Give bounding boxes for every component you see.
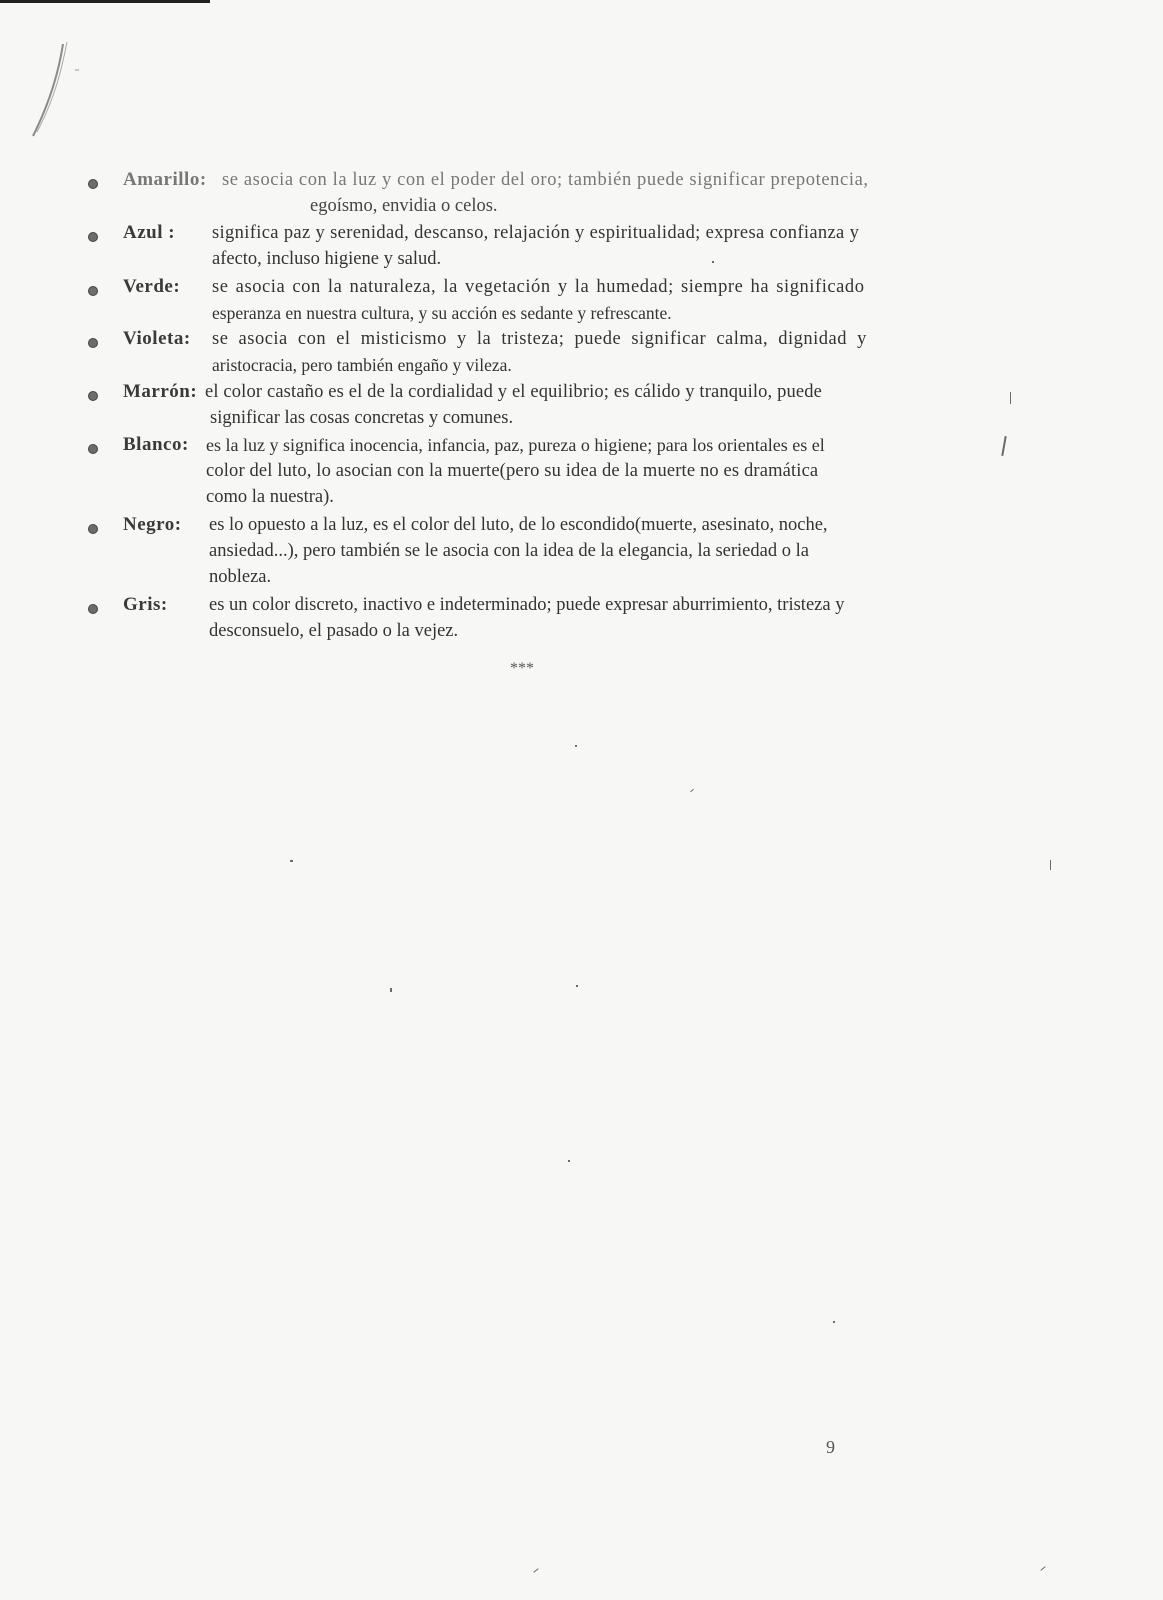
scan-speck xyxy=(390,988,392,992)
list-item xyxy=(88,165,998,220)
term-label: Negro: xyxy=(123,514,182,535)
list-item xyxy=(88,220,998,274)
scan-speck xyxy=(1040,1566,1045,1571)
list-item xyxy=(88,379,998,432)
bullet-icon xyxy=(88,604,98,614)
scan-speck xyxy=(568,1160,570,1162)
definition: el color castaño es el de la cordialidad y el equilibrio; es cálido y tranquilo, puede significar las cosas concretas y comunes. xyxy=(205,382,823,428)
bullet-icon xyxy=(88,444,98,454)
list-item xyxy=(88,326,998,379)
term-label: Marrón: xyxy=(123,381,198,402)
pencil-tick xyxy=(1001,436,1006,456)
term-label: Amarillo: xyxy=(123,169,207,190)
scan-speck xyxy=(575,745,577,747)
bullet-icon xyxy=(88,338,98,348)
bullet-icon xyxy=(88,524,98,534)
scan-speck xyxy=(1050,860,1051,870)
scan-speck xyxy=(290,860,293,862)
list-item xyxy=(88,512,998,592)
scan-speck xyxy=(690,789,694,792)
bullet-icon xyxy=(88,286,98,296)
scan-speck xyxy=(712,261,714,263)
definition: es lo opuesto a la luz, es el color del luto, de lo escondido(muerte, asesinato, noche, ansiedad...), pero también se le asocia con la idea de la elegancia, la seriedad o la nobleza. xyxy=(209,515,828,587)
definition: significa paz y serenidad, descanso, relajación y espiritualidad; expresa confianza y afecto, incluso higiene y salud. xyxy=(212,223,860,269)
definition: es un color discreto, inactivo e indeterminado; puede expresar aburrimiento, tristeza y desconsuelo, el pasado o la vejez. xyxy=(209,595,845,641)
scan-speck xyxy=(533,1568,538,1573)
term-label: Gris: xyxy=(123,594,168,615)
definition: se asocia con la naturaleza, la vegetación y la humedad; siempre ha significado esperanza en nuestra cultura, y su acción es sedante y refrescante. xyxy=(212,277,865,323)
scan-edge-bar xyxy=(0,0,210,3)
color-meaning-list xyxy=(88,165,998,647)
scan-speck xyxy=(576,985,578,987)
scan-speck xyxy=(1010,392,1011,404)
list-item xyxy=(88,274,998,326)
term-label: Verde: xyxy=(123,276,181,297)
bullet-icon xyxy=(88,391,98,401)
bullet-icon xyxy=(88,232,98,242)
definition: se asocia con la luz y con el poder del oro; también puede significar prepotencia, egoísmo, envidia o celos. xyxy=(222,170,869,216)
list-item xyxy=(88,432,998,512)
pencil-scribble xyxy=(15,40,85,150)
term-label: Blanco: xyxy=(123,434,189,455)
term-label: Violeta: xyxy=(123,328,191,349)
page-number: 9 xyxy=(826,1437,835,1457)
term-label: Azul : xyxy=(123,222,176,243)
section-separator: *** xyxy=(510,660,534,677)
definition: se asocia con el misticismo y la tristeza; puede significar calma, dignidad y aristocracia, pero también engaño y vileza. xyxy=(212,329,867,375)
scan-speck xyxy=(833,1321,835,1323)
list-item xyxy=(88,592,998,647)
definition: es la luz y significa inocencia, infancia, paz, pureza o higiene; para los orientales es el color del luto, lo asocian con la muerte(pero su idea de la muerte no es dramática como la nuestra). xyxy=(206,435,825,507)
bullet-icon xyxy=(88,179,98,189)
